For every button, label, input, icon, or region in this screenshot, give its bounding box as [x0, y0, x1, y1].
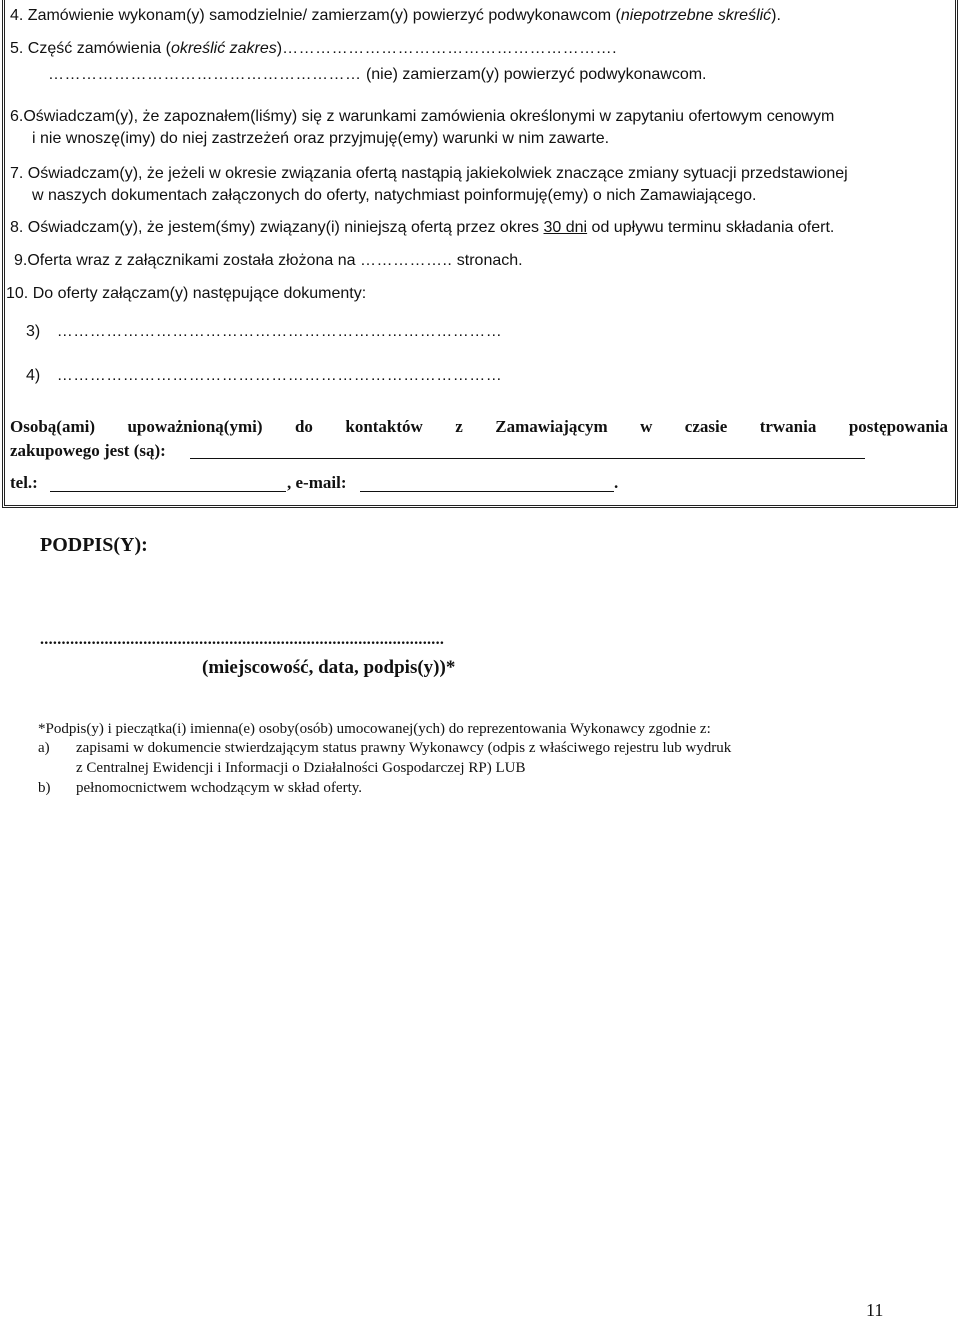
item-4-number: 4. — [10, 7, 24, 24]
contact-word: trwania — [759, 417, 817, 436]
document-4-number: 4) — [26, 367, 41, 384]
item-5-dots: ……………………………………………………. — [282, 40, 618, 57]
item-8-days: 30 dni — [543, 219, 588, 236]
contact-word: w — [640, 417, 653, 436]
item-8-number: 8. — [10, 219, 24, 236]
contact-word: z — [455, 417, 463, 436]
item-7-number: 7. — [10, 165, 24, 182]
item-10-text: Do oferty załączam(y) następujące dokumenty: — [32, 285, 367, 302]
item-5-text: Część zamówienia ( — [27, 40, 171, 57]
contact-word: kontaktów — [345, 417, 423, 436]
item-8-text-a: Oświadczam(y), że jestem(śmy) związany(i) niniejszą ofertą przez okres — [27, 219, 540, 236]
item-8 — [10, 218, 834, 238]
signature-caption: (miejscowość, data, podpis(y))* — [202, 657, 456, 678]
email-end: . — [614, 473, 619, 492]
item-7 — [10, 164, 848, 184]
document-3-dots: ……………………………………………………………………… — [56, 323, 503, 340]
document-3-number: 3) — [26, 323, 41, 340]
item-5-line-2-text: (nie) zamierzam(y) powierzyć podwykonawcom. — [365, 66, 707, 83]
item-8-text-b: od upływu terminu składania ofert. — [591, 219, 835, 236]
item-5 — [10, 39, 617, 59]
item-6 — [10, 107, 834, 127]
item-9-number: 9. — [14, 252, 28, 269]
contact-line-1 — [10, 417, 948, 437]
contact-word: upoważnioną(ymi) — [127, 417, 263, 436]
item-5-italic: określić zakres — [170, 40, 277, 57]
footnote-intro: *Podpis(y) i pieczątka(i) imienna(e) osoby(osób) umocowanej(ych) do reprezentowania Wykonawcy zgodnie z: — [38, 721, 711, 737]
contact-word: postępowania — [848, 417, 948, 436]
contact-word: do — [294, 417, 313, 436]
document-4 — [26, 366, 502, 386]
footnote-a-label: a) — [38, 740, 50, 756]
contact-line-2: zakupowego jest (są): — [10, 441, 166, 460]
document-4-dots: ……………………………………………………………………… — [56, 367, 503, 384]
signature-heading: PODPIS(Y): — [40, 534, 148, 556]
contact-word: Osobą(ami) — [10, 417, 95, 436]
tel-label: tel.: — [10, 473, 38, 492]
item-6-number: 6. — [10, 108, 24, 125]
email-field[interactable] — [360, 491, 614, 492]
item-5-line-2-dots: ………………………………………………… — [48, 66, 362, 83]
footnote-b-text: pełnomocnictwem wchodzącym w skład oferty. — [76, 780, 363, 796]
item-10 — [6, 284, 366, 304]
item-4 — [10, 6, 781, 26]
item-4-end: ). — [771, 7, 781, 24]
signature-dots: .............................................................................................. — [40, 631, 445, 648]
contact-word: czasie — [684, 417, 728, 436]
item-7-line-1: Oświadczam(y), że jeżeli w okresie związania ofertą nastąpią jakiekolwiek znaczące zmiany sytuacji przedstawionej — [27, 165, 848, 182]
item-4-text: Zamówienie wykonam(y) samodzielnie/ zamierzam(y) powierzyć podwykonawcom ( — [27, 7, 621, 24]
tel-field[interactable] — [50, 491, 286, 492]
item-5-end: ) — [276, 40, 283, 57]
footnote-b-label: b) — [38, 780, 51, 796]
item-9 — [14, 251, 523, 271]
footnote-a-line-2: z Centralnej Ewidencji i Informacji o Działalności Gospodarczej RP) LUB — [76, 760, 526, 776]
item-5-line-2 — [48, 65, 707, 85]
item-10-number: 10. — [6, 285, 29, 302]
document-3 — [26, 322, 502, 342]
item-9-end: stronach. — [456, 252, 523, 269]
item-7-line-2: w naszych dokumentach załączonych do oferty, natychmiast poinformuję(emy) o nich Zamawiającego. — [32, 187, 757, 204]
item-6-line-2: i nie wnoszę(imy) do niej zastrzeżeń oraz przyjmuję(emy) warunki w nim zawarte. — [32, 130, 610, 147]
footnote-a-line-1: zapisami w dokumencie stwierdzającym status prawny Wykonawcy (odpis z właściwego rejestru lub wydruk — [76, 740, 732, 756]
item-9-dots: …………….. — [359, 252, 453, 269]
item-9-text: Oferta wraz z załącznikami została złożona na — [27, 252, 356, 269]
item-4-italic: niepotrzebne skreślić — [620, 7, 772, 24]
page-number: 11 — [866, 1300, 884, 1320]
contact-person-field[interactable] — [190, 458, 865, 459]
contact-word: Zamawiającym — [495, 417, 608, 436]
item-5-number: 5. — [10, 40, 24, 57]
item-6-line-1: Oświadczam(y), że zapoznałem(liśmy) się z warunkami zamówienia określonymi w zapytaniu ofertowym cenowym — [23, 108, 835, 125]
email-label: , e-mail: — [287, 473, 347, 492]
